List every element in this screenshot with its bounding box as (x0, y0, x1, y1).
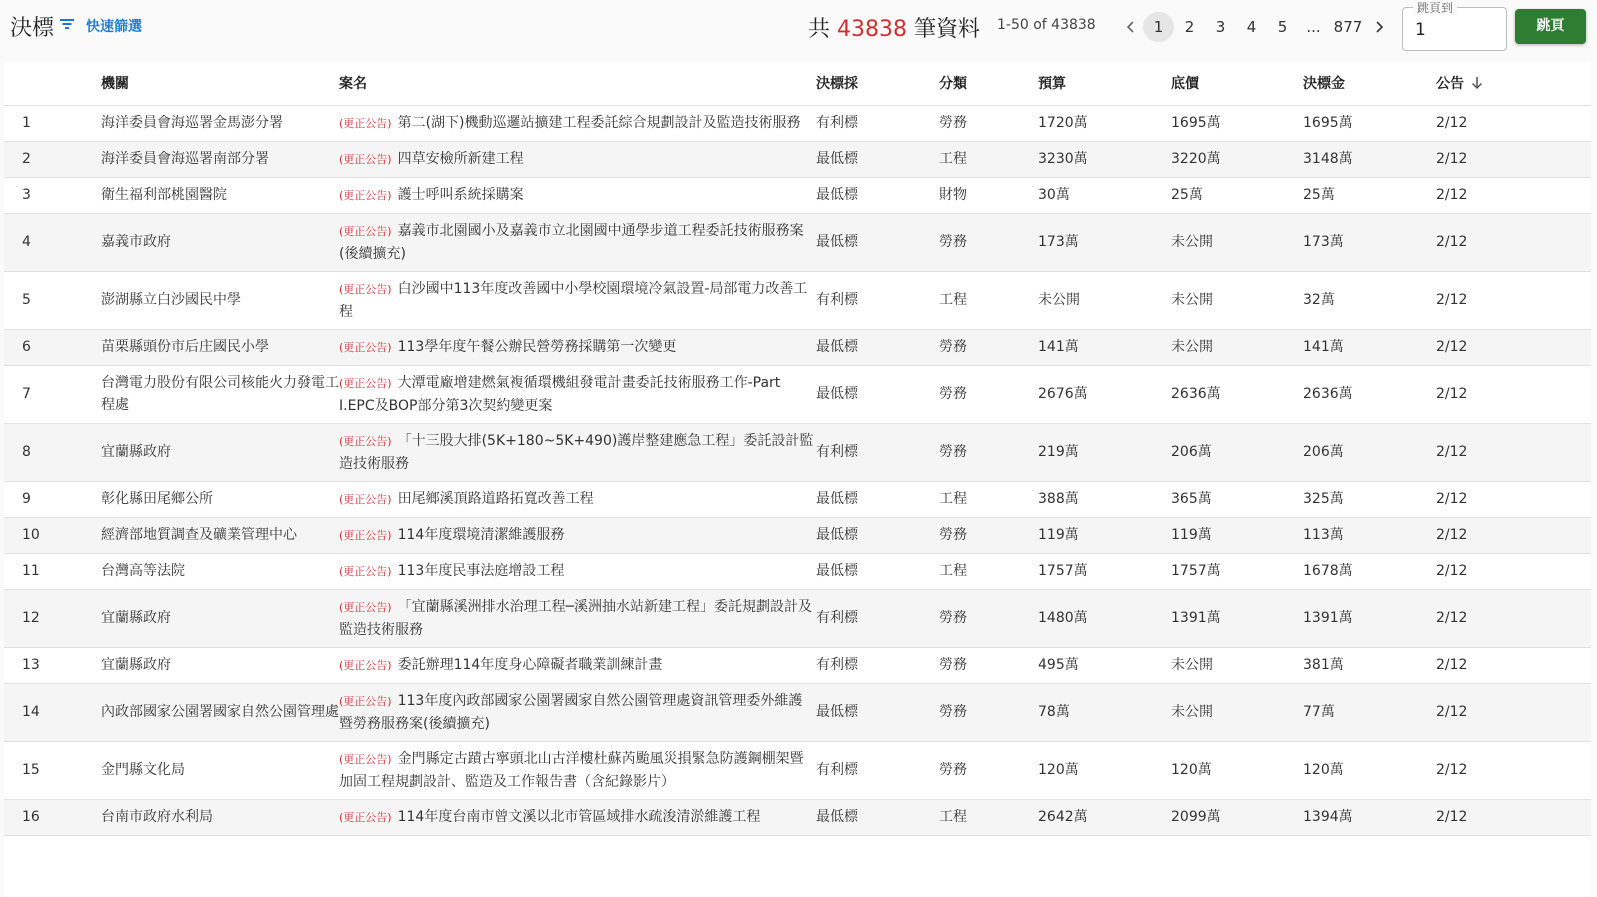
row-index: 2 (4, 141, 101, 177)
row-index: 4 (4, 213, 101, 271)
row-method: 有利標 (816, 271, 939, 329)
row-floor-price: 未公開 (1171, 213, 1303, 271)
row-floor-price: 120萬 (1171, 741, 1303, 799)
row-budget: 2676萬 (1038, 365, 1171, 423)
row-award-amount: 206萬 (1303, 423, 1436, 481)
row-case-name (339, 141, 816, 177)
row-agency: 宜蘭縣政府 (101, 589, 339, 647)
arrow-down-icon (1464, 76, 1484, 92)
correction-tag: (更正公告) (339, 376, 392, 390)
row-method: 最低標 (816, 213, 939, 271)
row-agency: 宜蘭縣政府 (101, 647, 339, 683)
row-method: 最低標 (816, 177, 939, 213)
correction-tag: (更正公告) (339, 116, 392, 130)
page-button[interactable]: 5 (1277, 18, 1288, 36)
case-name-text: 「十三股大排(5K+180~5K+490)護岸整建應急工程」委託設計監造技術服務 (339, 432, 814, 472)
row-floor-price: 未公開 (1171, 647, 1303, 683)
row-category: 勞務 (939, 741, 1038, 799)
row-date: 2/12 (1436, 271, 1591, 329)
row-category: 工程 (939, 481, 1038, 517)
total-records (808, 12, 980, 43)
jump-to-page-label: 跳頁到 (1413, 0, 1457, 16)
table-row[interactable] (4, 213, 1591, 271)
row-award-amount: 2636萬 (1303, 365, 1436, 423)
table-row[interactable] (4, 423, 1591, 481)
row-method: 有利標 (816, 423, 939, 481)
correction-tag: (更正公告) (339, 224, 392, 238)
total-count: 43838 (837, 17, 908, 42)
row-case-name (339, 105, 816, 141)
row-index: 9 (4, 481, 101, 517)
row-case-name (339, 177, 816, 213)
row-agency: 衛生福利部桃園醫院 (101, 177, 339, 213)
row-index: 16 (4, 799, 101, 835)
row-floor-price: 206萬 (1171, 423, 1303, 481)
row-index: 11 (4, 553, 101, 589)
table-row[interactable] (4, 799, 1591, 835)
row-budget: 78萬 (1038, 683, 1171, 741)
row-date: 2/12 (1436, 105, 1591, 141)
row-award-amount: 77萬 (1303, 683, 1436, 741)
row-date: 2/12 (1436, 481, 1591, 517)
jump-button[interactable]: 跳頁 (1515, 9, 1586, 44)
row-date: 2/12 (1436, 683, 1591, 741)
row-method: 最低標 (816, 329, 939, 365)
row-budget: 1757萬 (1038, 553, 1171, 589)
row-budget: 30萬 (1038, 177, 1171, 213)
case-name-text: 113年度內政部國家公園署國家自然公園管理處資訊管理委外維護暨勞務服務案(後續擴充) (339, 692, 803, 732)
row-category: 勞務 (939, 647, 1038, 683)
table-row[interactable] (4, 105, 1591, 141)
row-method: 最低標 (816, 517, 939, 553)
row-index: 13 (4, 647, 101, 683)
row-case-name (339, 799, 816, 835)
page-button[interactable]: 2 (1184, 18, 1195, 36)
row-index: 14 (4, 683, 101, 741)
row-index: 12 (4, 589, 101, 647)
row-award-amount: 1391萬 (1303, 589, 1436, 647)
row-index: 1 (4, 105, 101, 141)
case-name-text: 114年度台南市曾文溪以北市管區域排水疏浚清淤維護工程 (397, 808, 761, 825)
row-floor-price: 1391萬 (1171, 589, 1303, 647)
row-category: 勞務 (939, 213, 1038, 271)
row-case-name (339, 741, 816, 799)
row-case-name (339, 553, 816, 589)
row-date: 2/12 (1436, 589, 1591, 647)
pagination (1119, 12, 1391, 42)
case-name-text: 第二(湖下)機動巡邏站擴建工程委託綜合規劃設計及監造技術服務 (397, 114, 801, 131)
page-title: 決標 (10, 16, 55, 41)
row-case-name (339, 271, 816, 329)
correction-tag: (更正公告) (339, 340, 392, 354)
correction-tag: (更正公告) (339, 658, 392, 672)
row-category: 勞務 (939, 423, 1038, 481)
row-budget: 119萬 (1038, 517, 1171, 553)
row-index: 15 (4, 741, 101, 799)
correction-tag: (更正公告) (339, 752, 392, 766)
column-header-category[interactable]: 分類 (939, 62, 1038, 105)
row-method: 最低標 (816, 365, 939, 423)
row-category: 勞務 (939, 517, 1038, 553)
row-date: 2/12 (1436, 741, 1591, 799)
table-row[interactable] (4, 683, 1591, 741)
row-date: 2/12 (1436, 517, 1591, 553)
row-floor-price: 1757萬 (1171, 553, 1303, 589)
row-method: 最低標 (816, 683, 939, 741)
total-suffix: 筆資料 (914, 17, 981, 42)
chevron-left-icon (1124, 20, 1138, 34)
row-date: 2/12 (1436, 329, 1591, 365)
row-budget: 388萬 (1038, 481, 1171, 517)
case-name-text: 「宜蘭縣溪洲排水治理工程─溪洲抽水站新建工程」委託規劃設計及監造技術服務 (339, 598, 813, 638)
case-name-text: 四草安檢所新建工程 (397, 150, 524, 167)
case-name-text: 113年度民事法庭增設工程 (397, 562, 565, 579)
case-name-text: 大潭電廠增建燃氣複循環機組發電計畫委託技術服務工作-Part I.EPC及BOP部分第3次契約變更案 (339, 374, 781, 414)
row-category: 工程 (939, 553, 1038, 589)
correction-tag: (更正公告) (339, 694, 392, 708)
row-budget: 1720萬 (1038, 105, 1171, 141)
case-name-text: 委託辦理114年度身心障礙者職業訓練計畫 (397, 656, 663, 673)
row-case-name (339, 365, 816, 423)
table-header (4, 62, 1591, 105)
table-row[interactable] (4, 481, 1591, 517)
page-button[interactable]: 1 (1143, 12, 1174, 42)
row-case-name (339, 213, 816, 271)
row-floor-price: 未公開 (1171, 271, 1303, 329)
row-date: 2/12 (1436, 553, 1591, 589)
jump-to-page-field (1402, 1, 1507, 51)
row-budget: 2642萬 (1038, 799, 1171, 835)
row-floor-price: 未公開 (1171, 683, 1303, 741)
row-case-name (339, 329, 816, 365)
row-floor-price: 2636萬 (1171, 365, 1303, 423)
row-award-amount: 32萬 (1303, 271, 1436, 329)
top-bar (0, 0, 1597, 58)
table-row[interactable] (4, 589, 1591, 647)
case-name-text: 113學年度午餐公辦民營勞務採購第一次變更 (397, 338, 677, 355)
correction-tag: (更正公告) (339, 152, 392, 166)
correction-tag: (更正公告) (339, 528, 392, 542)
row-index: 5 (4, 271, 101, 329)
row-budget: 120萬 (1038, 741, 1171, 799)
case-name-text: 田尾鄉溪頂路道路拓寬改善工程 (397, 490, 594, 507)
row-floor-price: 119萬 (1171, 517, 1303, 553)
row-agency: 台南市政府水利局 (101, 799, 339, 835)
row-method: 有利標 (816, 647, 939, 683)
row-method: 有利標 (816, 105, 939, 141)
row-case-name (339, 683, 816, 741)
row-agency: 澎湖縣立白沙國民中學 (101, 271, 339, 329)
prev-page-button[interactable] (1119, 12, 1143, 42)
row-agency: 苗栗縣頭份市后庄國民小學 (101, 329, 339, 365)
row-award-amount: 1678萬 (1303, 553, 1436, 589)
row-category: 工程 (939, 271, 1038, 329)
column-header-announcement[interactable] (1436, 62, 1591, 105)
chevron-right-icon (1372, 20, 1386, 34)
row-floor-price: 2099萬 (1171, 799, 1303, 835)
row-agency: 台灣高等法院 (101, 553, 339, 589)
page-button[interactable]: 877 (1333, 18, 1363, 36)
announcement-header-label: 公告 (1436, 76, 1464, 93)
range-text: 1-50 of 43838 (997, 17, 1096, 33)
filter-icon (58, 15, 76, 37)
case-name-text: 白沙國中113年度改善國中小學校園環境冷氣設置-局部電力改善工程 (339, 280, 808, 320)
quick-filter-label: 快速篩選 (86, 19, 142, 35)
table-row[interactable] (4, 553, 1591, 589)
correction-tag: (更正公告) (339, 564, 392, 578)
row-date: 2/12 (1436, 177, 1591, 213)
table-row[interactable] (4, 741, 1591, 799)
row-case-name (339, 481, 816, 517)
column-header-floor-price[interactable]: 底價 (1171, 62, 1303, 105)
row-award-amount: 120萬 (1303, 741, 1436, 799)
row-index: 6 (4, 329, 101, 365)
correction-tag: (更正公告) (339, 188, 392, 202)
jump-to-page-input[interactable] (1415, 20, 1495, 40)
quick-filter-button[interactable] (58, 13, 142, 39)
row-award-amount: 141萬 (1303, 329, 1436, 365)
row-method: 最低標 (816, 481, 939, 517)
row-agency: 金門縣文化局 (101, 741, 339, 799)
page-button[interactable]: 3 (1215, 18, 1226, 36)
row-floor-price: 未公開 (1171, 329, 1303, 365)
total-prefix: 共 (808, 17, 831, 42)
correction-tag: (更正公告) (339, 282, 392, 296)
row-category: 勞務 (939, 683, 1038, 741)
row-date: 2/12 (1436, 141, 1591, 177)
row-date: 2/12 (1436, 423, 1591, 481)
row-budget: 1480萬 (1038, 589, 1171, 647)
row-method: 最低標 (816, 141, 939, 177)
row-date: 2/12 (1436, 647, 1591, 683)
correction-tag: (更正公告) (339, 810, 392, 824)
row-index: 10 (4, 517, 101, 553)
page-ellipsis: ... (1306, 18, 1321, 36)
row-award-amount: 173萬 (1303, 213, 1436, 271)
correction-tag: (更正公告) (339, 600, 392, 614)
row-case-name (339, 589, 816, 647)
row-method: 有利標 (816, 589, 939, 647)
row-agency: 宜蘭縣政府 (101, 423, 339, 481)
row-date: 2/12 (1436, 799, 1591, 835)
row-case-name (339, 517, 816, 553)
row-date: 2/12 (1436, 213, 1591, 271)
row-award-amount: 381萬 (1303, 647, 1436, 683)
case-name-text: 護士呼叫系統採購案 (397, 186, 524, 203)
row-award-amount: 1695萬 (1303, 105, 1436, 141)
row-budget: 219萬 (1038, 423, 1171, 481)
row-agency: 台灣電力股份有限公司核能火力發電工程處 (101, 365, 339, 423)
row-index: 8 (4, 423, 101, 481)
table-row[interactable] (4, 647, 1591, 683)
row-floor-price: 365萬 (1171, 481, 1303, 517)
row-category: 勞務 (939, 329, 1038, 365)
case-name-text: 114年度環境清潔維護服務 (397, 526, 565, 543)
row-floor-price: 25萬 (1171, 177, 1303, 213)
row-agency: 內政部國家公園署國家自然公園管理處 (101, 683, 339, 741)
case-name-text: 金門縣定古蹟古寧頭北山古洋樓杜蘇芮颱風災損緊急防護鋼棚架暨加固工程規劃設計、監造及工作報告書（含紀錄影片） (339, 750, 804, 790)
table-row[interactable] (4, 271, 1591, 329)
row-award-amount: 3148萬 (1303, 141, 1436, 177)
table-row[interactable] (4, 365, 1591, 423)
row-category: 工程 (939, 799, 1038, 835)
row-date: 2/12 (1436, 365, 1591, 423)
row-agency: 彰化縣田尾鄉公所 (101, 481, 339, 517)
row-award-amount: 1394萬 (1303, 799, 1436, 835)
table-row[interactable] (4, 329, 1591, 365)
row-category: 財物 (939, 177, 1038, 213)
row-agency: 海洋委員會海巡署金馬澎分署 (101, 105, 339, 141)
row-index: 3 (4, 177, 101, 213)
case-name-text: 嘉義市北園國小及嘉義市立北園國中通學步道工程委託技術服務案(後續擴充) (339, 222, 804, 262)
row-budget: 173萬 (1038, 213, 1171, 271)
column-header-method[interactable]: 決標採 (816, 62, 939, 105)
row-category: 工程 (939, 141, 1038, 177)
row-floor-price: 1695萬 (1171, 105, 1303, 141)
table-row[interactable] (4, 141, 1591, 177)
row-case-name (339, 423, 816, 481)
table-row[interactable] (4, 517, 1591, 553)
row-award-amount: 325萬 (1303, 481, 1436, 517)
table-row[interactable] (4, 177, 1591, 213)
row-agency: 嘉義市政府 (101, 213, 339, 271)
row-category: 勞務 (939, 105, 1038, 141)
page-button[interactable]: 4 (1246, 18, 1257, 36)
row-award-amount: 113萬 (1303, 517, 1436, 553)
column-header-name[interactable]: 案名 (339, 62, 816, 105)
correction-tag: (更正公告) (339, 434, 392, 448)
row-budget: 495萬 (1038, 647, 1171, 683)
row-index: 7 (4, 365, 101, 423)
row-method: 有利標 (816, 741, 939, 799)
awards-table (4, 62, 1591, 897)
row-budget: 141萬 (1038, 329, 1171, 365)
row-award-amount: 25萬 (1303, 177, 1436, 213)
correction-tag: (更正公告) (339, 492, 392, 506)
row-category: 勞務 (939, 365, 1038, 423)
row-case-name (339, 647, 816, 683)
row-budget: 未公開 (1038, 271, 1171, 329)
column-header-award-amount[interactable]: 決標金 (1303, 62, 1436, 105)
row-floor-price: 3220萬 (1171, 141, 1303, 177)
column-header-index (4, 62, 101, 105)
row-agency: 經濟部地質調查及礦業管理中心 (101, 517, 339, 553)
next-page-button[interactable] (1367, 12, 1391, 42)
row-budget: 3230萬 (1038, 141, 1171, 177)
row-category: 勞務 (939, 589, 1038, 647)
column-header-budget[interactable]: 預算 (1038, 62, 1171, 105)
row-method: 最低標 (816, 553, 939, 589)
row-agency: 海洋委員會海巡署南部分署 (101, 141, 339, 177)
row-method: 最低標 (816, 799, 939, 835)
column-header-agency[interactable]: 機關 (101, 62, 339, 105)
